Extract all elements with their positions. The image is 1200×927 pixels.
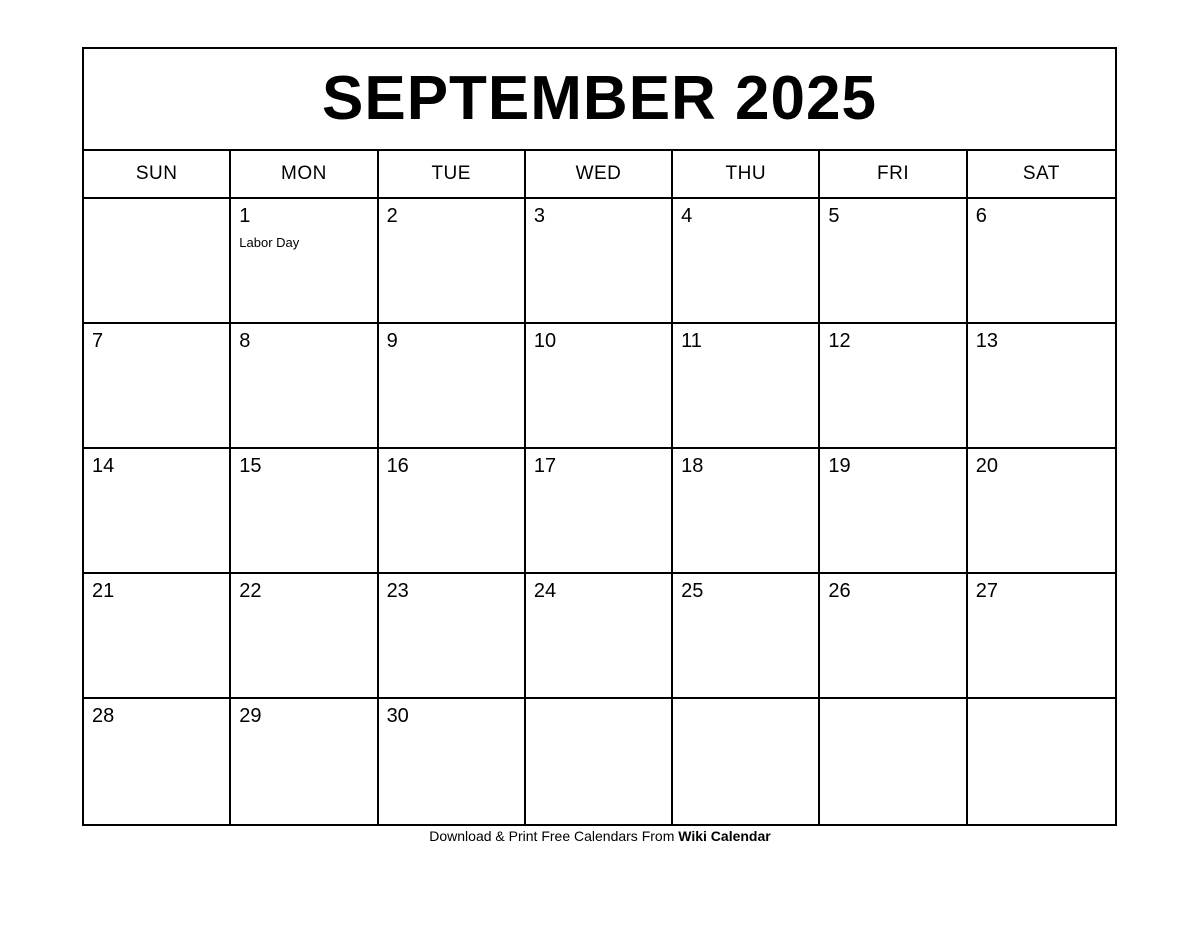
day-number: 12 — [828, 330, 851, 352]
day-number: 11 — [681, 330, 702, 352]
day-number: 28 — [92, 705, 115, 727]
day-cell[interactable] — [84, 699, 231, 824]
day-cell[interactable] — [968, 324, 1115, 447]
day-number: 16 — [386, 455, 409, 477]
week-row — [84, 449, 1115, 574]
day-number: 19 — [828, 455, 851, 477]
day-cell[interactable] — [820, 699, 967, 824]
day-number: 3 — [533, 205, 545, 227]
weekday-header-row — [84, 151, 1115, 199]
week-row — [84, 199, 1115, 324]
day-number: 9 — [386, 330, 398, 352]
weekday-header-fri: FRI — [820, 151, 967, 197]
day-cell[interactable] — [84, 449, 231, 572]
day-number: 21 — [92, 580, 115, 602]
calendar — [82, 47, 1117, 826]
day-cell[interactable] — [84, 199, 231, 322]
day-number: 13 — [975, 330, 998, 352]
week-row — [84, 699, 1115, 824]
day-number: 23 — [386, 580, 409, 602]
day-cell[interactable] — [526, 574, 673, 697]
day-cell[interactable] — [84, 324, 231, 447]
day-number: 1 — [239, 205, 251, 227]
weekday-header-tue: TUE — [379, 151, 526, 197]
day-number: 30 — [386, 705, 409, 727]
day-number: 4 — [681, 205, 693, 227]
day-number: 5 — [828, 205, 840, 227]
day-cell[interactable] — [231, 574, 378, 697]
weekday-header-wed: WED — [526, 151, 673, 197]
day-cell[interactable] — [231, 324, 378, 447]
day-number: 25 — [681, 580, 704, 602]
day-cell[interactable] — [820, 574, 967, 697]
day-number: 29 — [239, 705, 262, 727]
day-cell[interactable] — [968, 574, 1115, 697]
day-number: 20 — [975, 455, 998, 477]
day-cell[interactable] — [379, 199, 526, 322]
day-cell[interactable] — [968, 449, 1115, 572]
footer-brand: Wiki Calendar — [678, 828, 771, 844]
weekday-header-thu: THU — [673, 151, 820, 197]
day-number: 22 — [239, 580, 262, 602]
footer — [0, 828, 1200, 844]
week-row — [84, 574, 1115, 699]
weekday-header-sun: SUN — [84, 151, 231, 197]
day-cell[interactable] — [526, 199, 673, 322]
day-event: Labor Day — [239, 235, 300, 250]
day-cell[interactable] — [231, 699, 378, 824]
day-number: 14 — [92, 455, 115, 477]
footer-text: Download & Print Free Calendars From — [429, 828, 679, 844]
day-cell[interactable] — [231, 199, 378, 322]
day-cell[interactable] — [379, 324, 526, 447]
day-number: 17 — [533, 455, 557, 477]
week-row — [84, 324, 1115, 449]
weekday-header-sat: SAT — [1022, 163, 1060, 184]
day-cell[interactable] — [673, 324, 820, 447]
day-cell[interactable] — [820, 324, 967, 447]
day-number: 10 — [533, 330, 557, 352]
day-number: 15 — [239, 455, 262, 477]
day-number: 27 — [975, 580, 998, 602]
day-number: 18 — [681, 455, 704, 477]
day-cell[interactable] — [968, 199, 1115, 322]
day-cell[interactable] — [673, 449, 820, 572]
day-cell[interactable] — [84, 574, 231, 697]
day-cell[interactable] — [379, 574, 526, 697]
day-cell[interactable] — [673, 574, 820, 697]
calendar-title — [84, 49, 1115, 151]
day-cell[interactable] — [526, 449, 673, 572]
calendar-title-text: SEPTEMBER 2025 — [322, 64, 877, 133]
day-cell[interactable] — [526, 324, 673, 447]
day-cell[interactable] — [526, 699, 673, 824]
day-number: 26 — [828, 580, 851, 602]
day-number: 2 — [386, 205, 398, 227]
day-cell[interactable] — [379, 449, 526, 572]
day-cell[interactable] — [673, 699, 820, 824]
day-number: 7 — [92, 330, 104, 352]
day-cell[interactable] — [820, 199, 967, 322]
day-number: 6 — [975, 205, 987, 227]
day-cell[interactable] — [379, 699, 526, 824]
day-cell[interactable] — [820, 449, 967, 572]
day-cell[interactable] — [968, 699, 1115, 824]
day-number: 24 — [533, 580, 557, 602]
weekday-header-mon: MON — [231, 151, 378, 197]
day-cell[interactable] — [673, 199, 820, 322]
day-number: 8 — [239, 330, 251, 352]
day-cell[interactable] — [231, 449, 378, 572]
